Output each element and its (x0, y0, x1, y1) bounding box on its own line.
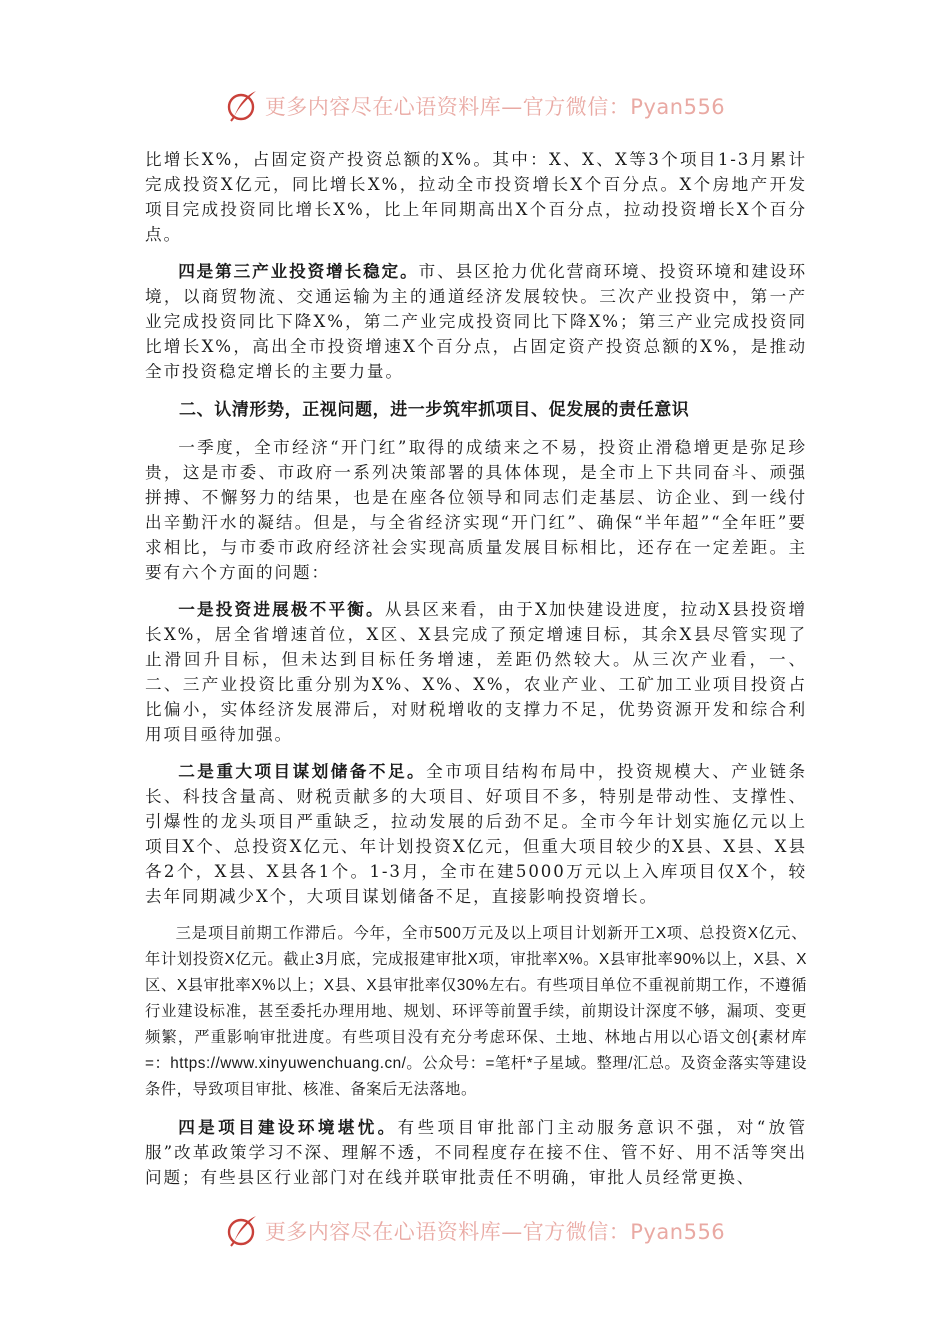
document-body (145, 147, 807, 1190)
banner-text: 更多内容尽在心语资料库—官方微信：Pyan556 (264, 95, 726, 119)
paragraph-body: 市、县区抢力优化营商环境、投资环境和建设环境，以商贸物流、交通运输为主的通道经济发展较快。三次产业投资中，第一产业完成投资同比下降X%，第二产业完成投资同比下降X%；第三产业完成投资同比增长X%，高出全市投资增速X个百分点，占固定资产投资总额的X%，是推动全市投资稳定增长的主要力量。 (145, 262, 808, 381)
header-banner (0, 84, 950, 128)
paragraph-body: 从县区来看，由于X加快建设进度，拉动X县投资增长X%，居全省增速首位，X区、X县完成了预定增速目标，其余X县尽管实现了止滑回升目标，但未达到目标任务增速，差距仍然较大。从三次产业看，一、二、三产业投资比重分别为X%、X%、X%，农业产业、工矿加工业项目投资占比偏小，实体经济发展滞后，对财税增收的支撑力不足，优势资源开发和综合利用项目亟待加强。 (145, 600, 807, 744)
paragraph-lead: 四是第三产业投资增长稳定。 (178, 261, 419, 281)
paragraph-investment-imbalance (145, 597, 807, 747)
banner-text: 更多内容尽在心语资料库—官方微信：Pyan556 (264, 1220, 726, 1244)
paragraph-tertiary-industry (145, 259, 807, 384)
quill-pen-logo-icon (225, 89, 259, 123)
paragraph-continued: 比增长X%，占固定资产投资总额的X%。其中：X、X、X等3个项目1-3月累计完成投资X亿元，同比增长X%，拉动全市投资增长X个百分点。X个房地产开发项目完成投资同比增长X%，比上年同期高出X个百分点，拉动投资增长X个百分点。 (145, 150, 807, 244)
section-heading: 二、认清形势，正视问题，进一步筑牢抓项目、促发展的责任意识 (179, 400, 690, 420)
paragraph-major-projects (145, 759, 807, 909)
paragraph-preliminary-work: 三是项目前期工作滞后。今年，全市500万元及以上项目计划新开工X项、总投资X亿元、年计划投资X亿元。截止3月底，完成报建审批X项，审批率X%。X县审批率90%以上，X县、X区、X县审批率X%以上；X县、X县审批率仅30%左右。有些项目单位不重视前期工作，不遵循行业建设标准，甚至委托办理用地、规划、环评等前置手续，前期设计深度不够，漏项、变更频繁，严重影响审批进度。有些项目没有充分考虑环保、土地、林地占用以心语文创{素材库=：https://www.xinyuwenchuang.cn/。公众号：=笔杆*子星域。整理/汇总。及资金落实等建设条件，导致项目审批、核准、备案后无法落地。 (145, 925, 807, 1098)
paragraph-construction-environment (145, 1115, 807, 1190)
quill-pen-logo-icon (225, 1214, 259, 1248)
paragraph-lead: 四是项目建设环境堪忧。 (178, 1117, 398, 1137)
paragraph-body: 有些项目审批部门主动服务意识不强，对“放管服”改革政策学习不深、理解不透，不同程度存在接不住、管不好、用不活等突出问题；有些县区行业部门对在线并联审批责任不明确，审批人员经常更换、 (145, 1118, 807, 1187)
paragraph-lead: 一是投资进展极不平衡。 (178, 599, 385, 619)
paragraph-first-quarter: 一季度，全市经济“开门红”取得的成绩来之不易，投资止滑稳增更是弥足珍贵，这是市委、市政府一系列决策部署的具体体现，是全市上下共同奋斗、顽强拼搏、不懈努力的结果，也是在座各位领导和同志们走基层、访企业、到一线付出辛勤汗水的凝结。但是，与全省经济实现“开门红”、确保“半年超”“全年旺”要求相比，与市委市政府经济社会实现高质量发展目标相比，还存在一定差距。主要有六个方面的问题： (145, 438, 807, 582)
paragraph-lead: 二是重大项目谋划储备不足。 (178, 761, 427, 781)
paragraph-body: 全市项目结构布局中，投资规模大、产业链条长、科技含量高、财税贡献多的大项目、好项目不多，特别是带动性、支撑性、引爆性的龙头项目严重缺乏，拉动发展的后劲不足。全市今年计划实施亿元以上项目X个、总投资X亿元、年计划投资X亿元，但重大项目较少的X县、X县、X县各2个，X县、X县各1个。1-3月，全市在建5000万元以上入库项目仅X个，较去年同期减少X个，大项目谋划储备不足，直接影响投资增长。 (145, 762, 808, 906)
footer-banner (0, 1209, 950, 1253)
